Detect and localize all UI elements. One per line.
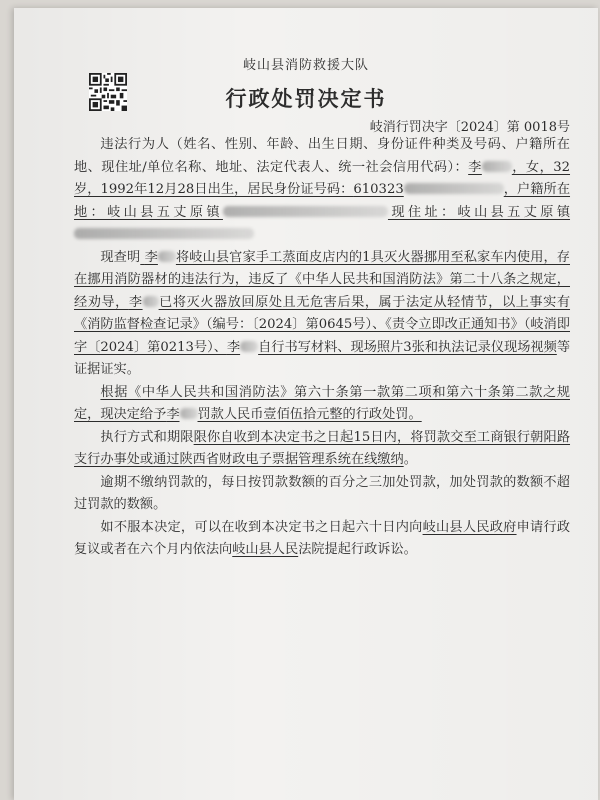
paragraph-appeal [74, 517, 570, 562]
findings-intro: 现查明 [100, 249, 141, 265]
findings-evidence: 已将灭火器放回原处且无危害后果，属于法定从轻情节，以上事实有《消防监督检查记录》（编号：〔2024〕第0645号）、《责令立即改正通知书》（岐消即字〔2024〕第0213号）、 [74, 294, 571, 355]
redacted-text [74, 228, 254, 239]
decision-legal-basis: 根据《中华人民共和国消防法》第六十条第一款第二项和第六十条第二款之规定，现决定给予 [74, 384, 570, 422]
execution-period: 。 [403, 452, 417, 467]
document-number: 岐消行罚决字〔2024〕第 0018号 [369, 120, 570, 135]
id-number-prefix: 610323 [353, 182, 404, 197]
offender-name: 李 [226, 339, 241, 355]
issuing-organization: 岐山县消防救援大队 [242, 58, 369, 73]
redacted-text [143, 296, 159, 307]
redacted-text [180, 408, 198, 419]
paragraph-decision [74, 382, 570, 427]
findings-violation: 将岐山县官家手工蒸面皮店内的1具灭火器挪用至私家车内使用，存在挪用消防器材的违法行为，违反了《中华人民共和国消防法》第二十八条之规定，经劝导， [74, 249, 570, 310]
redacted-text [482, 161, 512, 172]
document-page [14, 8, 598, 800]
appeal-intro: 如不服本决定，可以在收到本决定书之日起六十日内向 [100, 519, 423, 535]
execution-label: 执行方式和期限 [100, 429, 194, 445]
litigation-court: 岐山县人民 [232, 542, 299, 557]
document-body [74, 134, 570, 562]
current-address: 现住址：岐山县五丈原镇 [387, 204, 571, 220]
reconsideration-authority: 岐山县人民政府 [422, 519, 517, 535]
execution-terms: 限你自收到本决定书之日起15日内，将罚款交至工商银行朝阳路支行办事处或通过陕西省财政电子票据管理系统在线缴纳 [74, 429, 571, 467]
paragraph-late-penalty: 逾期不缴纳罚款的，每日按罚款数额的百分之三加处罚款，加处罚款的数额不超过罚款的数额。 [74, 474, 570, 512]
findings-materials: 自行书写材料、现场照片3张和执法记录仪现场视频 [258, 339, 557, 355]
decision-text [74, 385, 570, 423]
offender-info-fields: 违法行为人（姓名、性别、年龄、出生日期、身份证件种类及号码、户籍所在地、现住址/单位名称、地址、法定代表人、统一社会信用代码）： [74, 137, 570, 175]
offender-name: 李 [128, 294, 143, 310]
offender-basic-info: ，女，32岁，1992年12月28日出生，居民身份证号码： [74, 159, 571, 197]
redacted-text [404, 183, 504, 194]
redacted-text [223, 206, 388, 217]
appeal-middle: 申请行政复议或者在六个月内依法向 [74, 519, 571, 557]
redacted-text [158, 251, 176, 262]
paragraph-execution [74, 427, 570, 472]
appeal-end: 法院提起行政诉讼。 [298, 542, 417, 557]
findings-facts [74, 250, 570, 355]
household-registration: ，户籍所在地：岐山县五丈原镇 [74, 182, 571, 220]
redacted-text [240, 341, 258, 352]
paragraph-offender-info [74, 134, 570, 247]
offender-name: 李 [166, 407, 180, 422]
document-title: 行政处罚决定书 [225, 86, 387, 111]
offender-name: 李 [144, 249, 158, 265]
paragraph-findings [74, 247, 570, 382]
offender-name: 李 [468, 159, 482, 175]
decision-penalty: 罚款人民币壹佰伍拾元整的行政处罚。 [197, 407, 422, 422]
findings-conclusion: 等证据证实。 [74, 339, 570, 377]
